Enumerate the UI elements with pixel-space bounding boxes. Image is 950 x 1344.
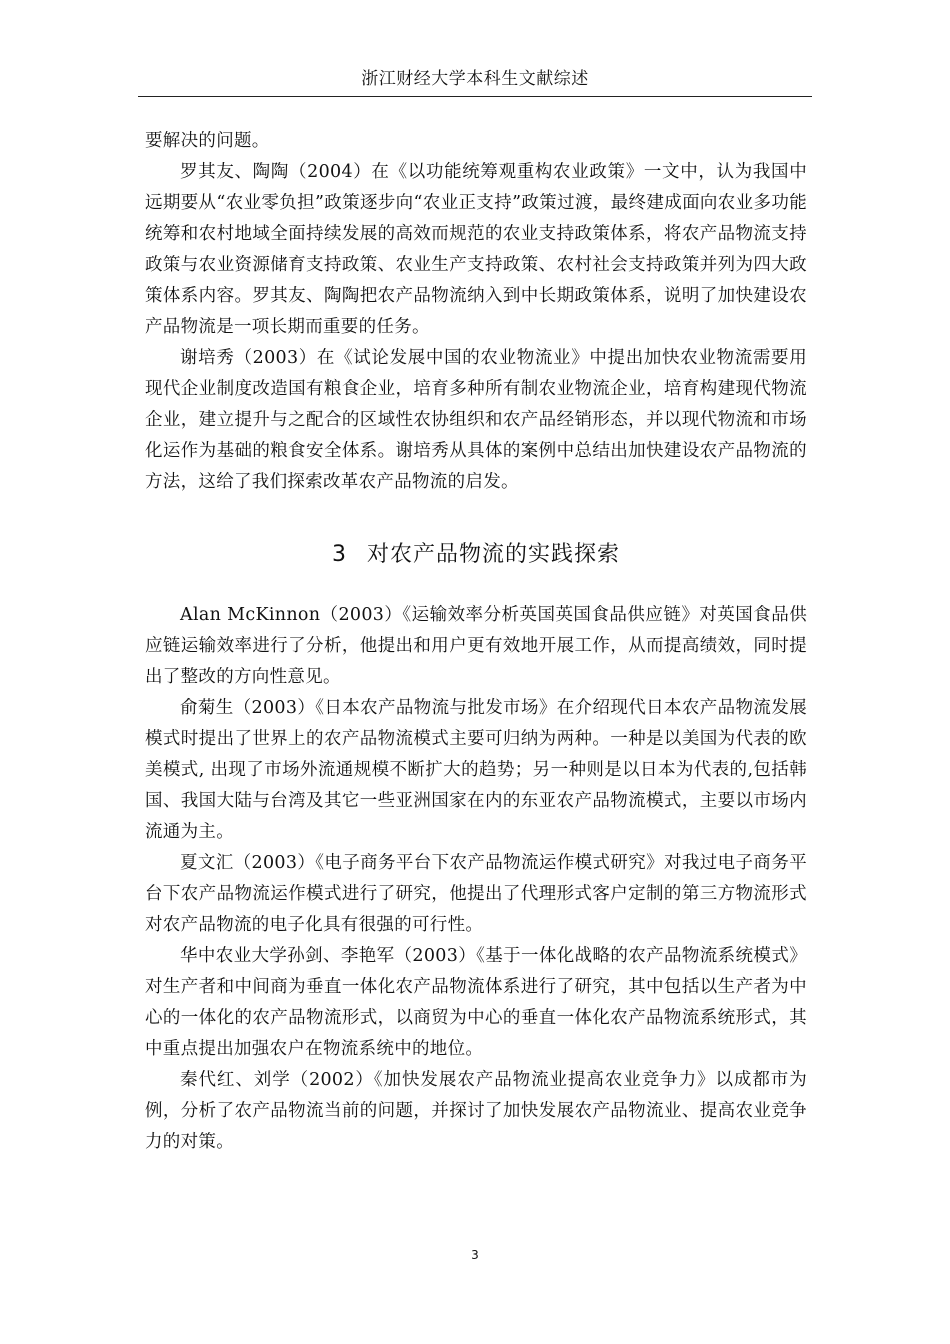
paragraph: 罗其友、陶陶（2004）在《以功能统筹观重构农业政策》一文中，认为我国中远期要从“农业零负担”政策逐步向“农业正支持”政策过渡，最终建成面向农业多功能统筹和农村地域全面持续发展的高效而规范的农业支持政策体系，将农产品物流支持政策与农业资源储育支持政策、农业生产支持政策、农村社会支持政策并列为四大政策体系内容。罗其友、陶陶把农产品物流纳入到中长期政策体系，说明了加快建设农产品物流是一项长期而重要的任务。 xyxy=(145,162,807,337)
section-title: 对农产品物流的实践探索 xyxy=(366,542,620,567)
paragraph: Alan McKinnon（2003）《运输效率分析英国英国食品供应链》对英国食品供应链运输效率进行了分析，他提出和用户更有效地开展工作，从而提高绩效，同时提出了整改的方向性意见。 xyxy=(145,605,807,687)
paragraph: 夏文汇（2003）《电子商务平台下农产品物流运作模式研究》对我过电子商务平台下农产品物流运作模式进行了研究，他提出了代理形式客户定制的第三方物流形式对农产品物流的电子化具有很强的可行性。 xyxy=(145,853,807,935)
paragraph: 俞菊生（2003）《日本农产品物流与批发市场》在介绍现代日本农产品物流发展模式时提出了世界上的农产品物流模式主要可归纳为两种。一种是以美国为代表的欧美模式, 出现了市场外流通规模不断扩大的趋势；另一种则是以日本为代表的,包括韩国、我国大陆与台湾及其它一些亚洲国家在内的东亚农产品物流模式，主要以市场内流通为主。 xyxy=(145,698,807,842)
paragraph: 要解决的问题。 xyxy=(145,131,270,151)
paragraph: 秦代红、刘学（2002）《加快发展农产品物流业提高农业竞争力》以成都市为例，分析了农产品物流当前的问题，并探讨了加快发展农产品物流业、提高农业竞争力的对策。 xyxy=(145,1070,807,1152)
section-heading xyxy=(145,540,807,570)
section-number: 3 xyxy=(331,542,347,567)
document-body xyxy=(145,126,807,1158)
page-number: 3 xyxy=(471,1248,479,1262)
header-title: 浙江财经大学本科生文献综述 xyxy=(361,69,589,89)
page-header xyxy=(138,64,812,97)
paragraph: 华中农业大学孙剑、李艳军（2003）《基于一体化战略的农产品物流系统模式》对生产者和中间商为垂直一体化农产品物流体系进行了研究，其中包括以生产者为中心的一体化的农产品物流形式，以商贸为中心的垂直一体化农产品物流系统形式，其中重点提出加强农户在物流系统中的地位。 xyxy=(145,946,807,1059)
paragraph: 谢培秀（2003）在《试论发展中国的农业物流业》中提出加快农业物流需要用现代企业制度改造国有粮食企业，培育多种所有制农业物流企业，培育构建现代物流企业，建立提升与之配合的区域性农协组织和农产品经销形态，并以现代物流和市场化运作为基础的粮食安全体系。谢培秀从具体的案例中总结出加快建设农产品物流的方法，这给了我们探索改革农产品物流的启发。 xyxy=(145,348,807,492)
